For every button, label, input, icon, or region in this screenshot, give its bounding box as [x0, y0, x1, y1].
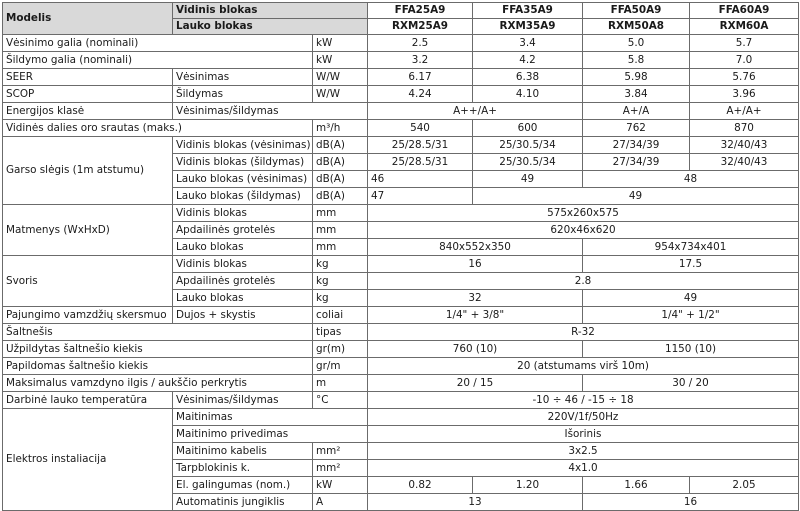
row-sublabel: Apdailinės grotelės	[173, 222, 313, 239]
table-row	[3, 103, 799, 120]
value-cell: 954x734x401	[583, 239, 799, 256]
outdoor-unit-header: Lauko blokas	[173, 19, 368, 35]
row-label: Darbinė lauko temperatūra	[3, 392, 173, 409]
row-sublabel: Lauko blokas (vėsinimas)	[173, 171, 313, 188]
value-cell: 6.38	[473, 69, 583, 86]
row-label: Garso slėgis (1m atstumu)	[3, 137, 173, 205]
row-sublabel: Vėsinimas/šildymas	[173, 392, 313, 409]
value-cell: 3.4	[473, 35, 583, 52]
row-label: Pajungimo vamzdžių skersmuo	[3, 307, 173, 324]
value-cell: 3.84	[583, 86, 690, 103]
value-cell: 620x46x620	[368, 222, 799, 239]
unit-cell: kg	[313, 290, 368, 307]
table-row	[3, 392, 799, 409]
row-sublabel: Vėsinimas/šildymas	[173, 103, 368, 120]
indoor-model-4: FFA60A9	[690, 3, 799, 19]
value-cell: 5.98	[583, 69, 690, 86]
value-cell: 5.7	[690, 35, 799, 52]
table-row	[3, 86, 799, 103]
value-cell: 6.17	[368, 69, 473, 86]
value-cell: 575x260x575	[368, 205, 799, 222]
value-cell: 1.20	[473, 477, 583, 494]
unit-cell: dB(A)	[313, 154, 368, 171]
unit-cell: W/W	[313, 69, 368, 86]
value-cell: 49	[583, 290, 799, 307]
unit-cell: mm²	[313, 460, 368, 477]
row-label: Maksimalus vamzdyno ilgis / aukščio perkrytis	[3, 375, 313, 392]
unit-cell: dB(A)	[313, 171, 368, 188]
unit-cell: A	[313, 494, 368, 511]
row-sublabel: Vidinis blokas (šildymas)	[173, 154, 313, 171]
value-cell: 49	[473, 171, 583, 188]
row-label: SCOP	[3, 86, 173, 103]
value-cell: 13	[368, 494, 583, 511]
row-label: Svoris	[3, 256, 173, 307]
value-cell: 5.76	[690, 69, 799, 86]
row-sublabel: Apdailinės grotelės	[173, 273, 313, 290]
table-row	[3, 324, 799, 341]
value-cell: 3x2.5	[368, 443, 799, 460]
value-cell: 5.8	[583, 52, 690, 69]
row-sublabel: Automatinis jungiklis	[173, 494, 313, 511]
value-cell: 762	[583, 120, 690, 137]
value-cell: 16	[583, 494, 799, 511]
value-cell: 20 (atstumams virš 10m)	[368, 358, 799, 375]
value-cell: 5.0	[583, 35, 690, 52]
value-cell: 4.24	[368, 86, 473, 103]
value-cell: 2.5	[368, 35, 473, 52]
row-sublabel: El. galingumas (nom.)	[173, 477, 313, 494]
unit-cell: °C	[313, 392, 368, 409]
row-label: Užpildytas šaltnešio kiekis	[3, 341, 313, 358]
unit-cell: coliai	[313, 307, 368, 324]
unit-cell: W/W	[313, 86, 368, 103]
row-sublabel: Lauko blokas (šildymas)	[173, 188, 313, 205]
row-sublabel: Maitinimas	[173, 409, 368, 426]
row-label: Elektros instaliacija	[3, 409, 173, 511]
unit-cell: tipas	[313, 324, 368, 341]
row-label: Matmenys (WxHxD)	[3, 205, 173, 256]
row-label: Energijos klasė	[3, 103, 173, 120]
row-sublabel: Dujos + skystis	[173, 307, 313, 324]
unit-cell: mm	[313, 222, 368, 239]
indoor-model-1: FFA25A9	[368, 3, 473, 19]
row-sublabel: Vidinis blokas	[173, 256, 313, 273]
row-label: Šildymo galia (nominali)	[3, 52, 313, 69]
outdoor-model-2: RXM35A9	[473, 19, 583, 35]
table-row	[3, 120, 799, 137]
value-cell: 1/4" + 1/2"	[583, 307, 799, 324]
value-cell: 20 / 15	[368, 375, 583, 392]
row-sublabel: Vidinis blokas	[173, 205, 313, 222]
value-cell: 16	[368, 256, 583, 273]
table-row	[3, 307, 799, 324]
value-cell: 760 (10)	[368, 341, 583, 358]
value-cell: 3.2	[368, 52, 473, 69]
value-cell: 1/4" + 3/8"	[368, 307, 583, 324]
unit-cell: kW	[313, 52, 368, 69]
value-cell: 2.05	[690, 477, 799, 494]
value-cell: 32/40/43	[690, 137, 799, 154]
unit-cell: gr(m)	[313, 341, 368, 358]
indoor-model-3: FFA50A9	[583, 3, 690, 19]
value-cell: 25/28.5/31	[368, 137, 473, 154]
row-sublabel: Maitinimo kabelis	[173, 443, 313, 460]
row-label: Šaltnešis	[3, 324, 313, 341]
unit-cell: m³/h	[313, 120, 368, 137]
value-cell: 1150 (10)	[583, 341, 799, 358]
value-cell: 220V/1f/50Hz	[368, 409, 799, 426]
table-row	[3, 341, 799, 358]
table-row	[3, 358, 799, 375]
value-cell: A+/A+	[690, 103, 799, 120]
table-row	[3, 256, 799, 273]
row-sublabel: Tarpblokinis k.	[173, 460, 313, 477]
unit-cell: kg	[313, 256, 368, 273]
value-cell: -10 ÷ 46 / -15 ÷ 18	[368, 392, 799, 409]
unit-cell: kW	[313, 35, 368, 52]
value-cell: 25/30.5/34	[473, 137, 583, 154]
value-cell: 25/28.5/31	[368, 154, 473, 171]
value-cell: 17.5	[583, 256, 799, 273]
table-row	[3, 205, 799, 222]
value-cell: 3.96	[690, 86, 799, 103]
value-cell: 840x552x350	[368, 239, 583, 256]
unit-cell: mm	[313, 239, 368, 256]
value-cell: 870	[690, 120, 799, 137]
value-cell: 4.2	[473, 52, 583, 69]
value-cell: 32/40/43	[690, 154, 799, 171]
value-cell: Išorinis	[368, 426, 799, 443]
row-sublabel: Vėsinimas	[173, 69, 313, 86]
value-cell: 47	[368, 188, 473, 205]
row-sublabel: Šildymas	[173, 86, 313, 103]
value-cell: 30 / 20	[583, 375, 799, 392]
indoor-unit-header: Vidinis blokas	[173, 3, 368, 19]
value-cell: 0.82	[368, 477, 473, 494]
unit-cell: dB(A)	[313, 137, 368, 154]
row-label: SEER	[3, 69, 173, 86]
unit-cell: dB(A)	[313, 188, 368, 205]
value-cell: 32	[368, 290, 583, 307]
value-cell: 4.10	[473, 86, 583, 103]
unit-cell: mm	[313, 205, 368, 222]
outdoor-model-4: RXM60A	[690, 19, 799, 35]
outdoor-model-1: RXM25A9	[368, 19, 473, 35]
table-row	[3, 52, 799, 69]
value-cell: A++/A+	[368, 103, 583, 120]
indoor-model-2: FFA35A9	[473, 3, 583, 19]
table-row	[3, 35, 799, 52]
spec-table	[2, 2, 799, 511]
value-cell: 25/30.5/34	[473, 154, 583, 171]
value-cell: 46	[368, 171, 473, 188]
value-cell: R-32	[368, 324, 799, 341]
header-row-indoor	[3, 3, 799, 19]
row-sublabel: Lauko blokas	[173, 239, 313, 256]
value-cell: 49	[473, 188, 799, 205]
outdoor-model-3: RXM50A8	[583, 19, 690, 35]
unit-cell: gr/m	[313, 358, 368, 375]
value-cell: A+/A	[583, 103, 690, 120]
unit-cell: kg	[313, 273, 368, 290]
row-sublabel: Maitinimo privedimas	[173, 426, 368, 443]
row-sublabel: Vidinis blokas (vėsinimas)	[173, 137, 313, 154]
table-row	[3, 137, 799, 154]
row-sublabel: Lauko blokas	[173, 290, 313, 307]
value-cell: 7.0	[690, 52, 799, 69]
value-cell: 27/34/39	[583, 154, 690, 171]
row-label: Vidinės dalies oro srautas (maks.)	[3, 120, 313, 137]
value-cell: 27/34/39	[583, 137, 690, 154]
unit-cell: m	[313, 375, 368, 392]
value-cell: 4x1.0	[368, 460, 799, 477]
value-cell: 2.8	[368, 273, 799, 290]
models-header: Modelis	[3, 3, 173, 35]
value-cell: 600	[473, 120, 583, 137]
value-cell: 1.66	[583, 477, 690, 494]
table-row	[3, 69, 799, 86]
unit-cell: kW	[313, 477, 368, 494]
value-cell: 540	[368, 120, 473, 137]
value-cell: 48	[583, 171, 799, 188]
table-row	[3, 409, 799, 426]
table-row	[3, 375, 799, 392]
unit-cell: mm²	[313, 443, 368, 460]
row-label: Vėsinimo galia (nominali)	[3, 35, 313, 52]
row-label: Papildomas šaltnešio kiekis	[3, 358, 313, 375]
